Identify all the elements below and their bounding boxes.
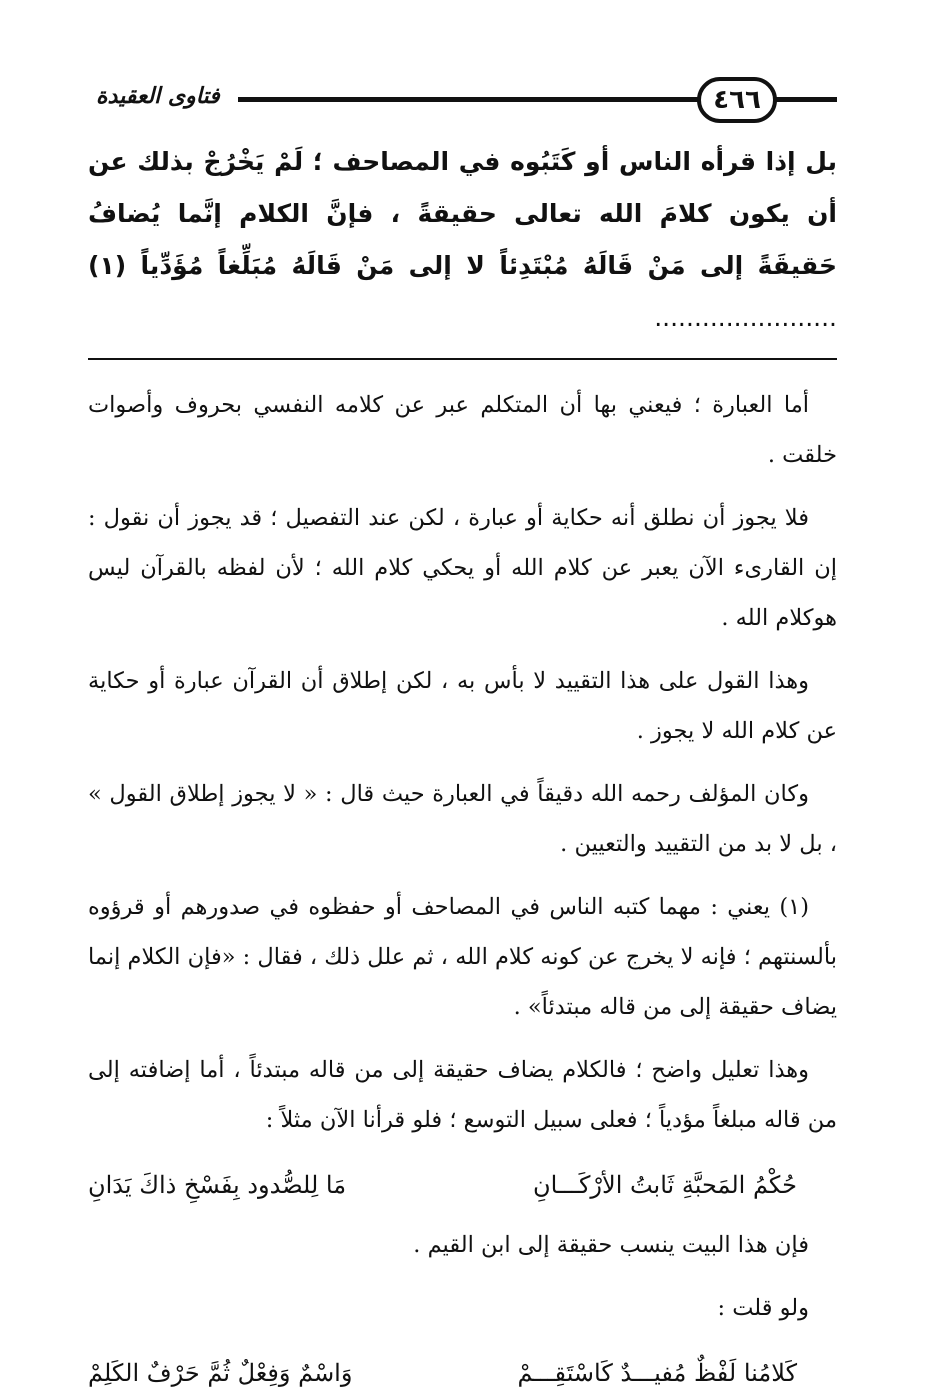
matn-dots: ....................... bbox=[654, 303, 837, 332]
book-title: فتاوى العقيدة bbox=[88, 84, 220, 109]
footnote-divider bbox=[88, 358, 837, 360]
verse-2-second-half: وَاسْمٌ وَفِعْلٌ ثُمَّ حَرْفٌ الكَلِمْ bbox=[88, 1359, 353, 1387]
verse-2-first-half: كَلامُنا لَفْظٌ مُفيـــدٌ كَاسْتَقِـــمْ bbox=[517, 1359, 797, 1387]
matn-body: بل إذا قرأه الناس أو كَتَبُوه في المصاحف ؛ لَمْ يَخْرُجْ بذلك عن أن يكون كلامَ الله تعالى حقيقةً ، فإنَّ الكلام إنَّما يُضافُ حَقيقَةً إلى مَنْ قَالَهُ مُبْتَدِئاً لا إلى مَنْ قَالَهُ مُبَلِّغاً مُؤَدِّياً (١) bbox=[88, 147, 837, 280]
commentary-paragraph-1: أما العبارة ؛ فيعني بها أن المتكلم عبر عن كلامه النفسي بحروف وأصوات خلقت . bbox=[88, 392, 837, 468]
page-header bbox=[88, 70, 837, 130]
commentary-paragraph-6: وهذا تعليل واضح ؛ فالكلام يضاف حقيقة إلى من قاله مبتدئاً ، أما إضافته إلى من قاله مبلغاً مؤدياً ؛ فعلى سبيل التوسع ؛ فلو قرأنا الآن مثلاً : bbox=[88, 1057, 837, 1133]
commentary-paragraph-4: وكان المؤلف رحمه الله دقيقاً في العبارة حيث قال : « لا يجوز إطلاق القول » ، بل لا بد من التقييد والتعيين . bbox=[88, 781, 837, 857]
commentary-paragraph-3: وهذا القول على هذا التقييد لا بأس به ، لكن إطلاق أن القرآن عبارة أو حكاية عن كلام الله لا يجوز . bbox=[88, 668, 837, 744]
commentary-paragraph-7: فإن هذا البيت ينسب حقيقة إلى ابن القيم . bbox=[413, 1232, 809, 1258]
verse-1-first-half: حُكْمُ المَحبَّةِ ثَابتُ الأرْكَـــانِ bbox=[532, 1171, 797, 1199]
verse-line-2 bbox=[88, 1346, 837, 1400]
commentary-paragraph-8: ولو قلت : bbox=[717, 1295, 809, 1321]
footnote-paragraph: (١) يعني : مهما كتبه الناس في المصاحف أو حفظوه في صدورهم أو قرؤوه بألسنتهم ؛ فإنه لا يخرج عن كونه كلام الله ، ثم علل ذلك ، فقال : «فإن الكلام إنما يضاف حقيقة إلى من قاله مبتدئاً» . bbox=[88, 894, 837, 1020]
verse-line-1 bbox=[88, 1158, 837, 1212]
matn-text bbox=[88, 136, 837, 344]
page-number: ٤٦٦ bbox=[697, 77, 777, 123]
commentary-paragraph-2: فلا يجوز أن نطلق أنه حكاية أو عبارة ، لكن عند التفصيل ؛ قد يجوز أن نقول : إن القارىء الآن يعبر عن كلام الله أو يحكي كلام الله ؛ لأن لفظه بالقرآن ليس هوكلام الله . bbox=[88, 505, 837, 631]
verse-1-second-half: مَا لِلصُّدود بِفَسْخِ ذاكَ يَدَانِ bbox=[88, 1171, 347, 1199]
book-page bbox=[88, 70, 837, 1387]
